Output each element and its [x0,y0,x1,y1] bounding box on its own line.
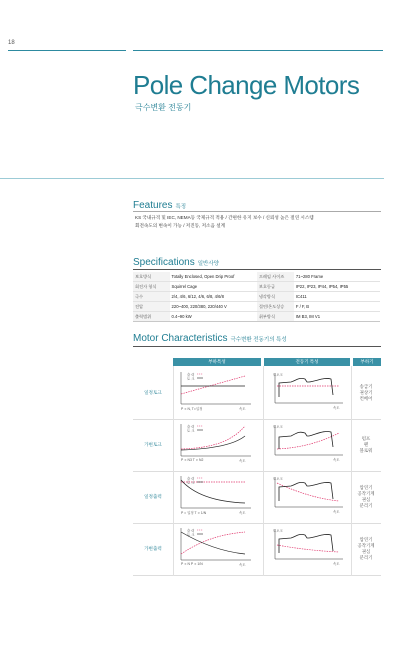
page-title: Pole Change Motors [133,70,360,100]
motor-row-applications: 압연기 공작기계 권심 분리기 [357,485,375,508]
features-line: 회전속도의 변속이 가능 / 저진동, 저소음 설계 [135,223,226,228]
column-divider [173,366,174,576]
spec-value: 2/4, 4/6, 6/12, 4/6, 6/8, 4/6/8 [170,292,257,302]
specs-heading [133,257,219,268]
motor-heading-text: Motor Characteristics [133,333,228,344]
spec-value: IP22, IP23, IP44, IP54, IP55 [294,282,380,292]
motor-torque-curve [279,431,333,449]
spec-key: 냉각방식 [257,292,294,302]
motor-torque-label: 토오크 [273,373,283,377]
motor-torque-label: 토오크 [273,425,283,429]
motor-rule [133,346,381,347]
motor-row-label: 일정토크 [144,390,162,395]
legend-torque: 토 크 [187,377,195,381]
spec-value: IC411 [294,292,380,302]
top-rule-right [133,50,383,51]
motor-row-label: 가변출력 [144,546,162,551]
motor-heading-sub: 극수변환 전동기의 특성 [230,337,287,343]
motor-torque-curve [279,378,333,397]
specs-rule [133,269,381,270]
col-header-load: 부하특성 [173,358,261,366]
col-header-loadtype: 부하기 [353,358,381,366]
spec-value: Totally Enclosed, Open Drip Proof [170,272,257,282]
specs-heading-sub: 일반사양 [197,261,219,267]
motor-torque-curve [279,482,333,501]
features-heading [133,200,186,211]
specs-heading-text: Specifications [133,257,195,268]
motor-speed-label: 속도 [333,562,340,566]
motor-torque-label: 토오크 [273,477,283,481]
spec-row [133,282,380,292]
page-number: 18 [8,40,15,46]
features-line: KS 국내규격 및 IEC, NEMA등 국제규격 적용 / 간편한 유지 보수 / 신뢰성 높은 절연 시스템 [135,215,314,220]
legend-output: 출 력 [187,529,195,533]
speed-axis-label: 속도 [239,459,246,463]
legend-torque: 토 크 [187,481,195,485]
spec-key: 전압 [133,302,170,312]
motor-speed-label: 속도 [333,458,340,462]
speed-axis-label: 속도 [239,511,246,515]
features-text [135,214,314,230]
motor-row-applications: 송급기 권상기 컨베어 [359,384,373,401]
spec-key: 회전자 형식 [133,282,170,292]
spec-key: 보호등급 [257,282,294,292]
speed-axis-label: 속도 [239,407,246,411]
spec-value: IM B3, IM V1 [294,312,380,322]
load-axis-label: P ∝ N3 T ∝ N2 [181,458,204,462]
features-rule [133,211,381,212]
spec-key: 취부방식 [257,312,294,322]
legend-torque: 토 크 [187,533,195,537]
spec-key: 보호방식 [133,272,170,282]
motor-row-divider [133,471,381,472]
motor-row-applications: 압연기 공작기계 권심 분리기 [357,537,375,560]
features-heading-text: Features [133,200,173,211]
load-axis-label: P ∝ N, T=일정 [181,407,203,411]
torque-curve [181,436,245,450]
motor-heading [133,333,287,344]
title-divider [0,178,384,179]
spec-key: 프레임 사이즈 [257,272,294,282]
spec-value: 71~280 Frame [294,272,380,282]
spec-key: 극수 [133,292,170,302]
motor-row-label: 일정출력 [144,494,162,499]
motor-speed-label: 속도 [333,510,340,514]
motor-row-applications: 펌프 팬 블로워 [359,436,373,453]
col-header-motor: 전동기 특성 [264,358,350,366]
spec-value: 0.4~90 kW [170,312,257,322]
spec-value: F / F, B [294,302,380,312]
spec-row [133,302,380,312]
motor-row-divider [133,523,381,524]
load-axis-label: P = 일정 T ∝ 1/N [181,511,207,515]
legend-output: 출 력 [187,425,195,429]
top-rule-left [8,50,126,51]
spec-row [133,272,380,282]
page-subtitle: 극수변환 전동기 [135,103,192,112]
speed-axis-label: 속도 [239,563,246,567]
column-divider [263,366,264,576]
load-torque-curve [277,545,339,552]
spec-value: 220~400, 220/380, 220/440 V [170,302,257,312]
spec-row [133,312,380,322]
features-heading-sub: 특징 [175,204,187,210]
load-axis-label: P ∝ N P ∝ 1/N [181,562,203,566]
spec-key: 절연/온도상승 [257,302,294,312]
motor-torque-label: 토오크 [273,529,283,533]
spec-key: 출력범위 [133,312,170,322]
spec-row [133,292,380,302]
legend-output: 출 력 [187,477,195,481]
legend-output: 출 력 [187,373,195,377]
column-divider [351,366,352,576]
motor-row-label: 가변토크 [144,442,162,447]
motor-row-divider [133,419,381,420]
spec-value: Squirrel Cage [170,282,257,292]
motor-characteristics-table [133,358,381,580]
motor-speed-label: 속도 [333,406,340,410]
load-torque-curve [277,433,339,449]
motor-row-divider [133,575,381,576]
legend-torque: 토 크 [187,429,195,433]
specs-table [133,272,380,322]
motor-torque-curve [279,534,333,553]
